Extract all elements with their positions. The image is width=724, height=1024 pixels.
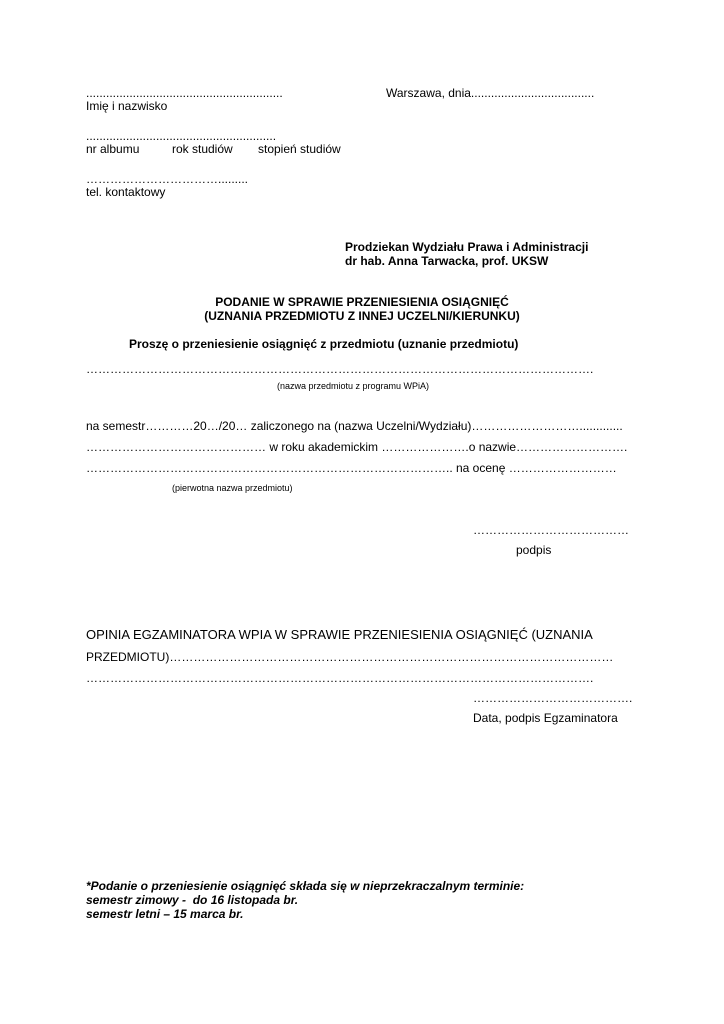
recipient-line2: dr hab. Anna Tarwacka, prof. UKSW [345, 254, 549, 268]
footnote-line1: *Podanie o przeniesienie osiągnięć składa się w nieprzekraczalnym terminie: [86, 879, 525, 893]
signature-dots[interactable]: ………………………………… [473, 523, 629, 537]
examiner-signature-label: Data, podpis Egzaminatora [473, 711, 618, 725]
year-label: rok studiów [172, 142, 233, 156]
phone-dots[interactable]: ……………………………......... [86, 172, 249, 186]
request-text: Proszę o przeniesienie osiągnięć z przedmiotu (uznanie przedmiotu) [129, 337, 519, 351]
academic-year-line[interactable]: ……………………………………… w roku akademickim ………………….o nazwie………………………. [86, 440, 628, 454]
subject-dots[interactable]: ………………………………………………………………………………………………………………. [86, 362, 594, 376]
album-dots[interactable]: ......................................................... [86, 129, 277, 143]
semester-line[interactable]: na semestr…………20…/20… zaliczonego na (nazwa Uczelni/Wydziału)………………………............. [86, 419, 623, 433]
name-label: Imię i nazwisko [86, 99, 168, 113]
title-line2: (UZNANIA PRZEDMIOTU Z INNEJ UCZELNI/KIERUNKU) [204, 309, 520, 323]
examiner-signature-dots[interactable]: …………………………………. [473, 691, 633, 705]
opinion-title: OPINIA EGZAMINATORA WPIA W SPRAWIE PRZENIESIENIA OSIĄGNIĘĆ (UZNANIA [86, 627, 593, 642]
recipient-line1: Prodziekan Wydziału Prawa i Administracji [345, 240, 589, 254]
grade-line[interactable]: ……………………………………………………………………………….. na ocenę ……………………… [86, 461, 617, 475]
opinion-line2[interactable]: PRZEDMIOTU)………………………………………………………………………………………………… [86, 650, 614, 664]
degree-label: stopień studiów [258, 142, 341, 156]
name-dots[interactable]: ........................................................... [86, 86, 283, 100]
original-subject-hint: (pierwotna nazwa przedmiotu) [172, 483, 293, 493]
city-date[interactable]: Warszawa, dnia..................................... [386, 86, 595, 100]
footnote-line2: semestr zimowy - do 16 listopada br. [86, 893, 299, 907]
album-label: nr albumu [86, 142, 140, 156]
subject-hint: (nazwa przedmiotu z programu WPiA) [277, 381, 430, 391]
footnote-line3: semestr letni – 15 marca br. [86, 907, 244, 921]
signature-label: podpis [516, 543, 552, 557]
title-line1: PODANIE W SPRAWIE PRZENIESIENIA OSIĄGNIĘĆ [215, 295, 509, 309]
phone-label: tel. kontaktowy [86, 185, 166, 199]
opinion-line3[interactable]: ………………………………………………………………………………………………………………. [86, 671, 594, 685]
